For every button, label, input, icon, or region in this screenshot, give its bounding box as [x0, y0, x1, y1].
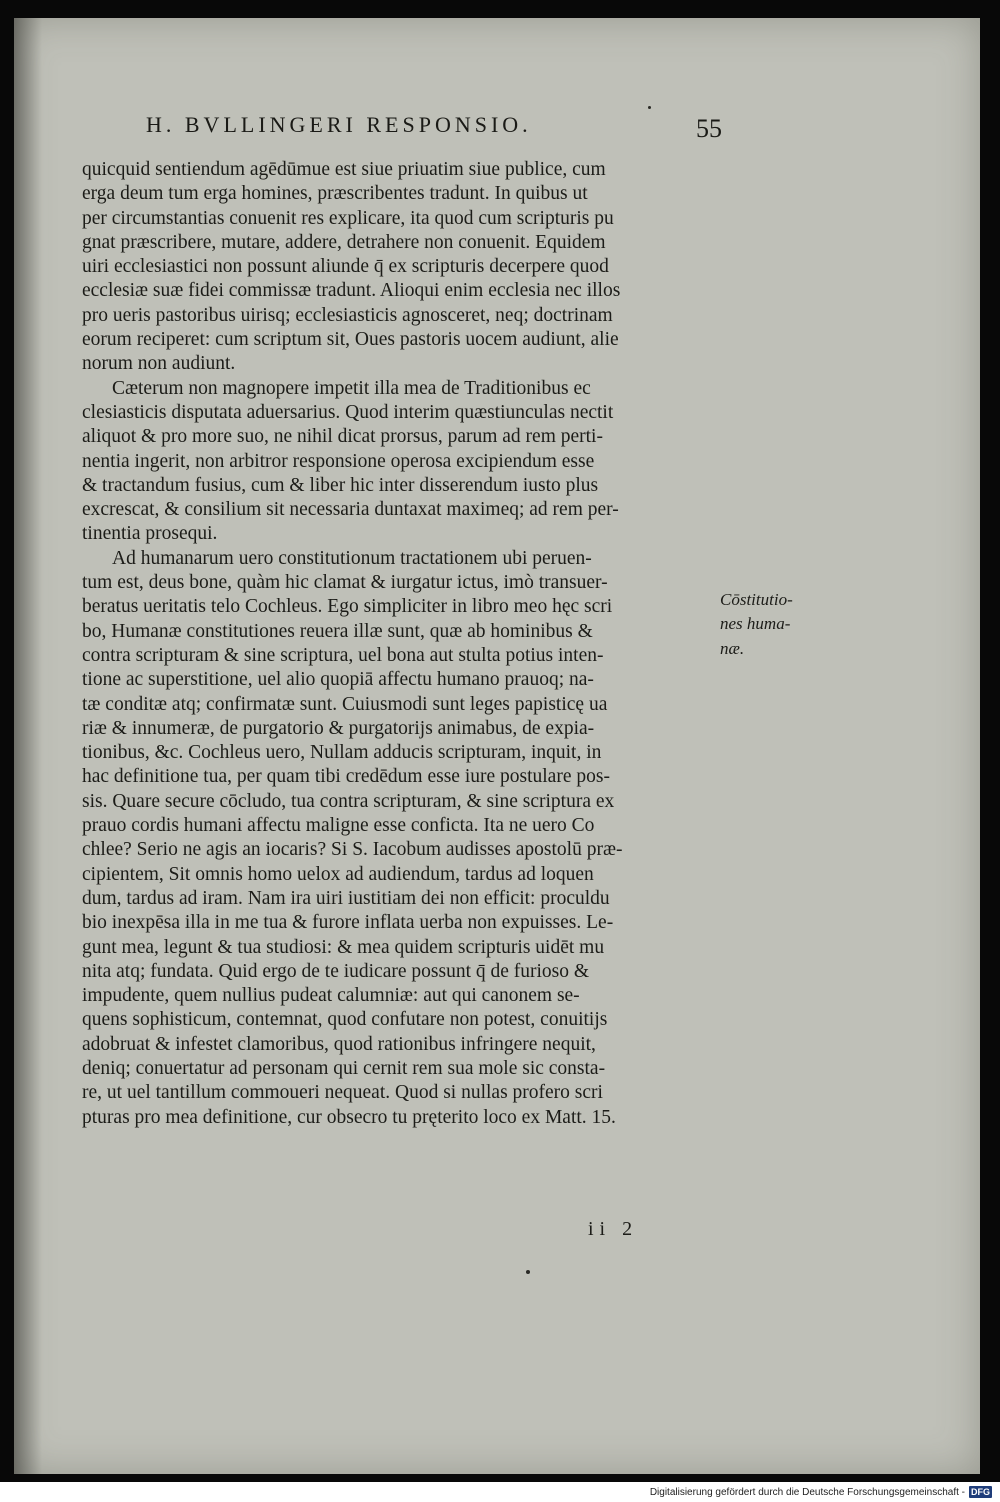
text-line: quicquid sentiendum agēdūmue est siue priuatim siue publice, cum [82, 159, 606, 180]
text-line: cipientem, Sit omnis homo uelox ad audiendum, tardus ad loquen [82, 863, 594, 885]
dfg-logo-icon: DFG [971, 1487, 990, 1497]
text-line: tione ac superstitione, uel alio quopiā affectu humano prauoq; na- [82, 669, 594, 691]
text-line: pro ueris pastoribus uirisq; ecclesiasticis agnosceret, neq; doctrinam [82, 304, 613, 326]
text-line: nita atq; fundata. Quid ergo de te iudicare possunt q̄ de furioso & [82, 960, 590, 982]
text-line: impudente, quem nullius pudeat calumniæ: aut qui canonem se- [82, 985, 580, 1007]
text-line: bio inexpēsa illa in me tua & furore inflata uerba non expuisses. Le- [82, 912, 614, 934]
text-line: per circumstantias conuenit res explicare, ita quod cum scripturis pu [82, 207, 614, 229]
text-line: beratus ueritatis telo Cochleus. Ego simpliciter in libro meo hęc scri [82, 596, 613, 618]
text-line: erga deum tum erga homines, præscribentes tradunt. In quibus ut [82, 183, 588, 205]
text-line: Cæterum non magnopere impetit illa mea de Traditionibus ec [112, 377, 591, 399]
text-line: nentia ingerit, non arbitror responsione operosa excipiendum esse [82, 450, 595, 472]
signature-mark: ii 2 [588, 1218, 639, 1240]
text-line: eorum reciperet: cum scriptum sit, Oues pastoris uocem audiunt, alie [82, 329, 619, 351]
text-line: excrescat, & consilium sit necessaria duntaxat maximeq; ad rem per- [82, 499, 619, 521]
text-line: tionibus, &c. Cochleus uero, Nullam adducis scripturam, inquit, in [82, 742, 602, 764]
text-line: Ad humanarum uero constitutionum tractationem ubi peruen- [112, 547, 592, 569]
text-line: uiri ecclesiastici non possunt aliunde q̄ ex scripturis decerpere quod [82, 256, 609, 278]
text-line: hac definitione tua, per quam tibi credēdum esse iure postulare pos- [82, 766, 610, 788]
text-line: clesiasticis disputata aduersarius. Quod interim quæstiunculas nectit [82, 401, 614, 423]
running-head: H. BVLLINGERI RESPONSIO. [146, 112, 532, 137]
body-text [82, 158, 722, 1130]
text-line: adobruat & infestet clamoribus, quod rationibus infringere nequit, [82, 1033, 596, 1055]
text-line: tum est, deus bone, quàm hic clamat & iurgatur ictus, imò transuer- [82, 572, 608, 594]
footer-credit: Digitalisierung gefördert durch die Deutsche Forschungsgemeinschaft - [649, 1486, 965, 1498]
text-line: pturas pro mea definitione, cur obsecro tu pręterito loco ex Matt. 15. [82, 1106, 616, 1128]
ink-speck [648, 106, 651, 109]
text-line: riæ & innumeræ, de purgatorio & purgatorijs animabus, de expia- [82, 717, 595, 739]
margin-note-line: næ. [720, 638, 745, 658]
text-line: norum non audiunt. [82, 353, 236, 375]
margin-note-line: nes huma- [720, 614, 791, 634]
text-line: sis. Quare secure cōcludo, tua contra scripturam, & sine scriptura ex [82, 790, 615, 812]
text-line: gnat præscribere, mutare, addere, detrahere non conuenit. Equidem [82, 231, 606, 253]
text-line: chlee? Serio ne agis an iocaris? Si S. Iacobum audisses apostolū præ- [82, 839, 623, 861]
text-line: prauo cordis humani affectu maligne esse conficta. Ita ne uero Co [82, 815, 595, 837]
text-line: deniq; conuertatur ad personam qui cernit rem sua mole sic consta- [82, 1057, 606, 1079]
text-line: quens sophisticum, contemnat, quod confutare non potest, conuitijs [82, 1009, 608, 1031]
ink-speck [526, 1270, 530, 1274]
text-line: aliquot & pro more suo, ne nihil dicat prorsus, parum ad rem perti- [82, 426, 603, 448]
text-line: tæ conditæ atq; confirmatæ sunt. Cuiusmodi sunt leges papisticę ua [82, 693, 608, 715]
page-number: 55 [696, 114, 722, 143]
text-line: tinentia prosequi. [82, 523, 218, 545]
margin-note [720, 588, 810, 661]
text-line: bo, Humanæ constitutiones reuera illæ sunt, quæ ab hominibus & [82, 620, 593, 642]
margin-note-line: Cōstitutio- [720, 590, 793, 609]
text-line: re, ut uel tantillum commoueri nequeat. Quod si nullas profero scri [82, 1082, 603, 1104]
text-line: dum, tardus ad iram. Nam ira uiri iustitiam dei non efficit: proculdu [82, 887, 610, 909]
text-line: gunt mea, legunt & tua studiosi: & mea quidem scripturis uidēt mu [82, 936, 605, 958]
text-line: & tractandum fusius, cum & liber hic inter disserendum iusto plus [82, 474, 599, 496]
footer-bar [600, 1484, 992, 1500]
book-page [14, 18, 980, 1474]
text-line: contra scripturam & sine scriptura, uel bona aut stulta potius inten- [82, 644, 604, 666]
text-line: ecclesiæ suæ fidei commissæ tradunt. Alioqui enim ecclesia nec illos [82, 280, 621, 302]
